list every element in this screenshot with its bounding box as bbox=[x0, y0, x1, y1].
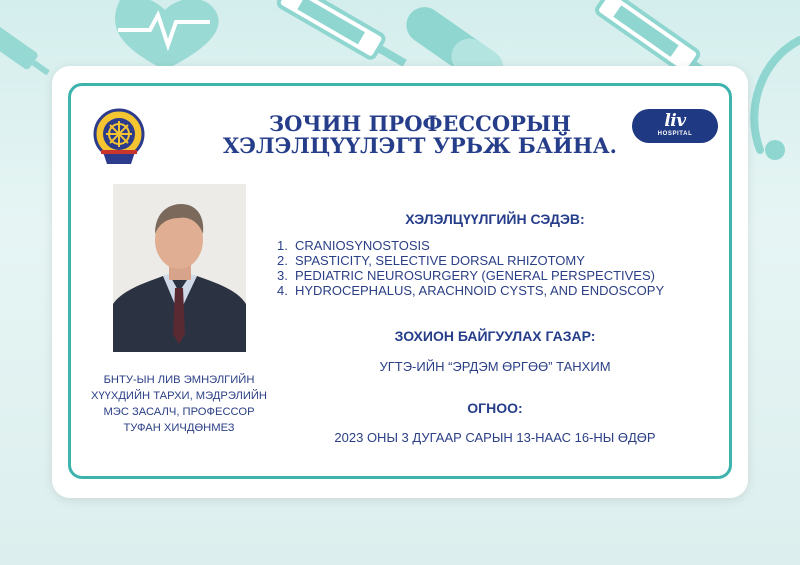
syringe-icon bbox=[0, 20, 54, 81]
page-title bbox=[170, 113, 670, 157]
list-item-number: 1. bbox=[277, 238, 288, 253]
list-item-text: HYDROCEPHALUS, ARACHNOID CYSTS, AND ENDOSCOPY bbox=[295, 283, 665, 298]
title-line-2: ХЭЛЭЛЦҮҮЛЭГТ УРЬЖ БАЙНА. bbox=[223, 133, 617, 158]
speaker-photo bbox=[113, 184, 246, 352]
venue-heading: ЗОХИОН БАЙГУУЛАХ ГАЗАР: bbox=[394, 328, 596, 344]
caption-line: ТУФАН ХИЧДӨНМЕЗ bbox=[123, 422, 235, 434]
list-item-text: CRANIOSYNOSTOSIS bbox=[295, 238, 430, 253]
topics-heading: ХЭЛЭЛЦҮҮЛГИЙН СЭДЭВ: bbox=[405, 211, 585, 227]
title-line-1: ЗОЧИН ПРОФЕССОРЫН bbox=[268, 111, 572, 136]
list-item-text: PEDIATRIC NEUROSURGERY (GENERAL PERSPECTIVES) bbox=[295, 268, 655, 283]
speaker-caption bbox=[80, 372, 278, 436]
list-item-number: 3. bbox=[277, 268, 288, 283]
university-emblem-icon bbox=[93, 108, 145, 166]
logo-mark: liv bbox=[664, 111, 686, 131]
list-item bbox=[277, 238, 664, 253]
list-item bbox=[277, 283, 664, 298]
stethoscope-icon bbox=[754, 40, 800, 160]
list-item-text: SPASTICITY, SELECTIVE DORSAL RHIZOTOMY bbox=[295, 253, 585, 268]
caption-line: МЭС ЗАСАЛЧ, ПРОФЕССОР bbox=[103, 406, 255, 418]
heart-icon bbox=[115, 0, 219, 70]
speaker-portrait-photo bbox=[113, 184, 246, 352]
list-item bbox=[277, 268, 664, 283]
date-heading: ОГНОО: bbox=[467, 400, 523, 416]
date-value: 2023 ОНЫ 3 ДУГААР САРЫН 13-НААС 16-НЫ ӨДӨР bbox=[334, 430, 656, 445]
caption-line: БНТУ-ЫН ЛИВ ЭМНЭЛГИЙН bbox=[103, 374, 255, 386]
caption-line: ХҮҮХДИЙН ТАРХИ, МЭДРЭЛИЙН bbox=[90, 390, 267, 402]
syringe-icon bbox=[277, 0, 411, 75]
list-item-number: 2. bbox=[277, 253, 288, 268]
venue-value: УГТЭ-ИЙН “ЭРДЭМ ӨРГӨӨ” ТАНХИМ bbox=[379, 359, 611, 374]
list-item bbox=[277, 253, 664, 268]
topics-list bbox=[277, 238, 664, 298]
logo-subtext: HOSPITAL bbox=[657, 131, 693, 137]
list-item-number: 4. bbox=[277, 283, 288, 298]
